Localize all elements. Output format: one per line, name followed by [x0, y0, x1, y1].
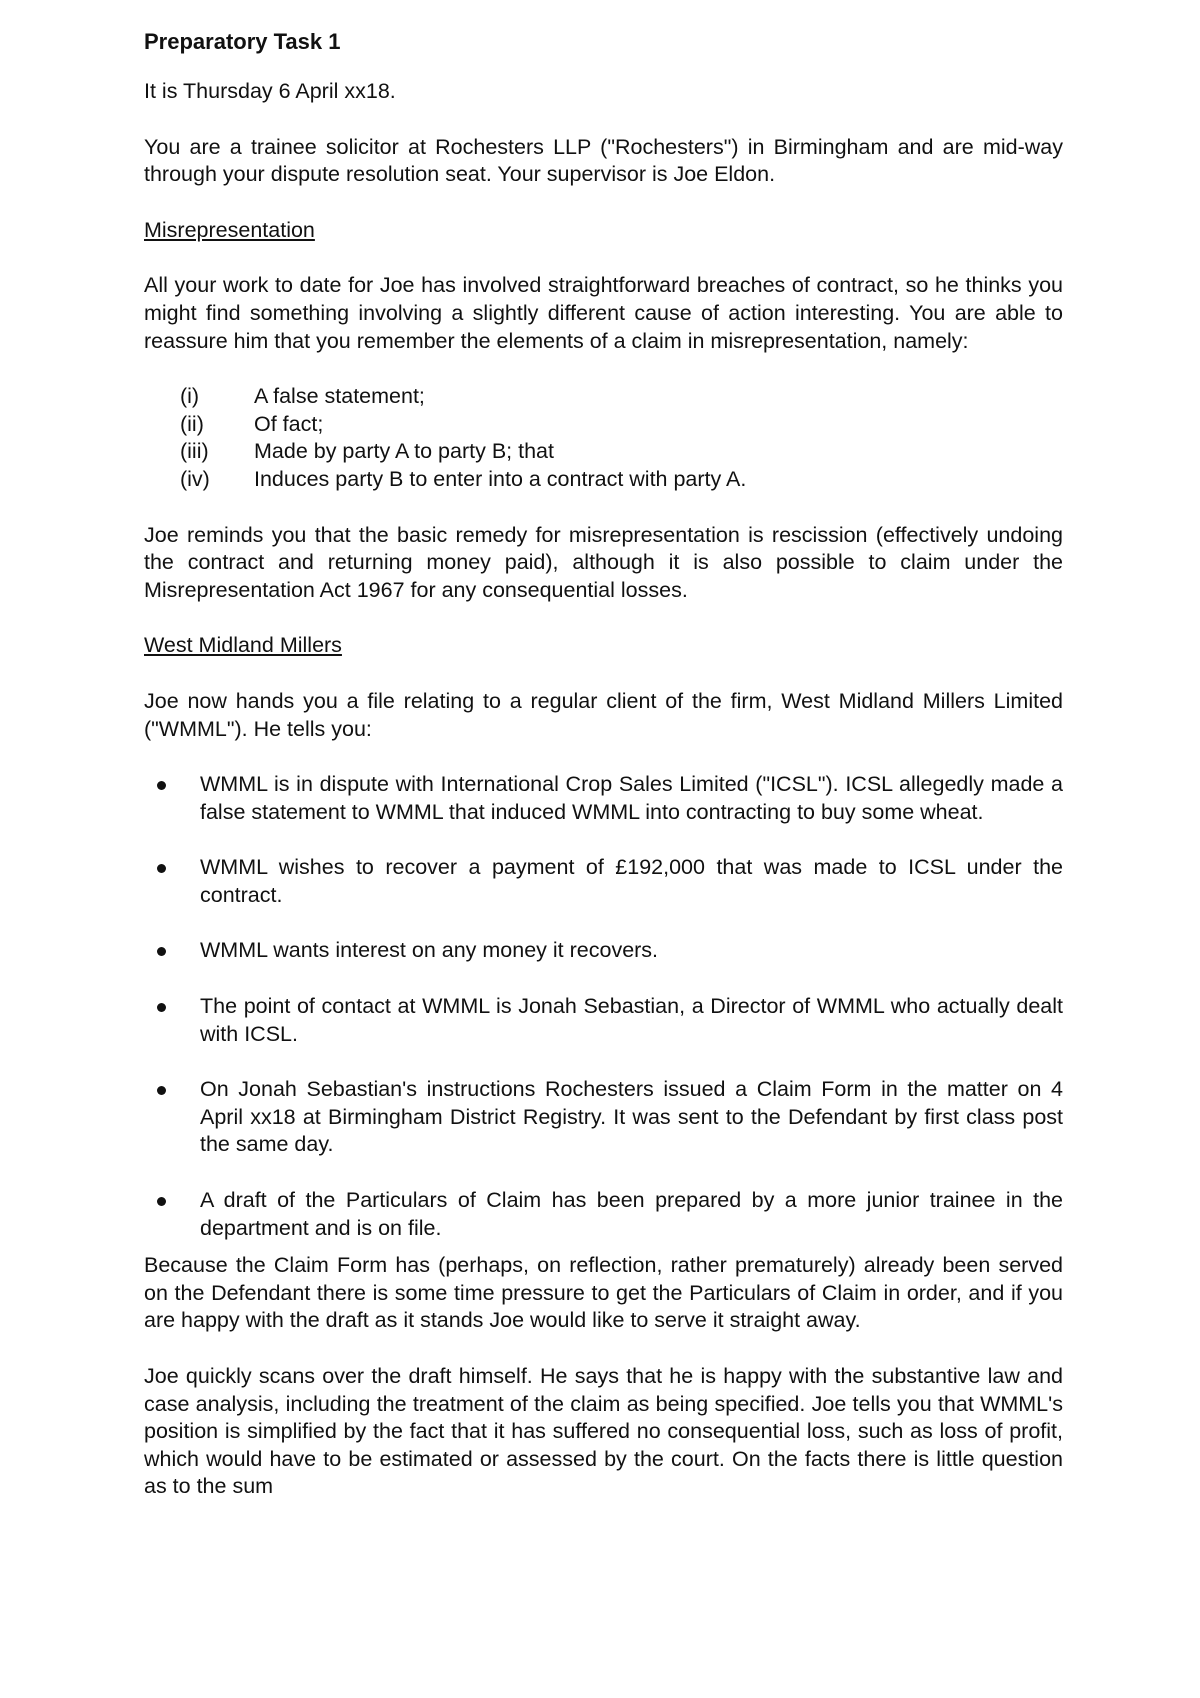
list-item — [180, 466, 1063, 494]
bullet-item — [144, 771, 1063, 826]
draft-review-paragraph: Joe quickly scans over the draft himself. He says that he is happy with the substantive law and case analysis, including the treatment of the claim as being specified. Joe tells you that WMML's position is simplified by the fact that it has suffered no consequential loss, such as loss of profit, which would have to be estimated or assessed by the court. On the facts there is little question as to the sum — [144, 1364, 1063, 1499]
bullet-icon — [144, 1187, 200, 1242]
bullet-icon — [144, 993, 200, 1048]
bullet-item — [144, 937, 1063, 965]
list-item-text: Made by party A to party B; that — [254, 439, 554, 464]
section-heading-west-midland-millers: West Midland Millers — [144, 633, 342, 658]
intro-paragraph: You are a trainee solicitor at Rochesters LLP ("Rochesters") in Birmingham and are mid-way through your dispute resolution seat. Your supervisor is Joe Eldon. — [144, 134, 1063, 187]
list-item-number: (iv) — [180, 466, 210, 491]
list-item-number: (i) — [180, 384, 200, 409]
claim-form-paragraph: Because the Claim Form has (perhaps, on reflection, rather prematurely) already been served on the Defendant there is some time pressure to get the Particulars of Claim in order, and if you are happy with the draft as it stands Joe would like to serve it straight away. — [144, 1253, 1063, 1333]
bullet-item — [144, 993, 1063, 1048]
bullet-icon — [144, 1076, 200, 1159]
date-line: It is Thursday 6 April xx18. — [144, 79, 396, 103]
bullet-text: WMML wants interest on any money it recovers. — [200, 938, 659, 963]
section-heading-misrepresentation: Misrepresentation — [144, 217, 315, 242]
list-item — [180, 411, 1063, 439]
bullet-text: WMML is in dispute with International Crop Sales Limited ("ICSL"). ICSL allegedly made a false statement to WMML that induced WMML into contracting to buy some wheat. — [200, 772, 1063, 824]
facts-bullet-list — [144, 771, 1063, 1242]
misrepresentation-paragraph: All your work to date for Joe has involved straightforward breaches of contract, so he thinks you might find something involving a slightly different cause of action interesting. You are able to reassure him that you remember the elements of a claim in misrepresentation, namely: — [144, 273, 1063, 353]
bullet-item — [144, 854, 1063, 909]
bullet-text: A draft of the Particulars of Claim has been prepared by a more junior trainee in the department and is on file. — [200, 1188, 1063, 1240]
list-item-number: (iii) — [180, 439, 209, 464]
elements-list — [144, 383, 1063, 493]
bullet-text: The point of contact at WMML is Jonah Sebastian, a Director of WMML who actually dealt with ICSL. — [200, 994, 1063, 1046]
file-intro-paragraph: Joe now hands you a file relating to a regular client of the firm, West Midland Millers Limited ("WMML"). He tells you: — [144, 688, 1063, 741]
document-title: Preparatory Task 1 — [144, 29, 341, 54]
bullet-item — [144, 1076, 1063, 1159]
list-item-text: Induces party B to enter into a contract with party A. — [254, 466, 747, 491]
remedy-paragraph: Joe reminds you that the basic remedy for misrepresentation is rescission (effectively undoing the contract and returning money paid), although it is also possible to claim under the Misrepresentation Act 1967 for any consequential losses. — [144, 522, 1063, 602]
bullet-text: On Jonah Sebastian's instructions Rochesters issued a Claim Form in the matter on 4 April xx18 at Birmingham District Registry. It was sent to the Defendant by first class post the same day. — [200, 1077, 1063, 1157]
list-item — [180, 438, 1063, 466]
bullet-icon — [144, 771, 200, 826]
list-item-text: A false statement; — [254, 384, 425, 409]
list-item — [180, 383, 1063, 411]
bullet-item — [144, 1187, 1063, 1242]
list-item-text: Of fact; — [254, 411, 324, 436]
list-item-number: (ii) — [180, 411, 204, 436]
bullet-text: WMML wishes to recover a payment of £192,000 that was made to ICSL under the contract. — [200, 855, 1063, 907]
bullet-icon — [144, 854, 200, 909]
bullet-icon — [144, 937, 200, 965]
